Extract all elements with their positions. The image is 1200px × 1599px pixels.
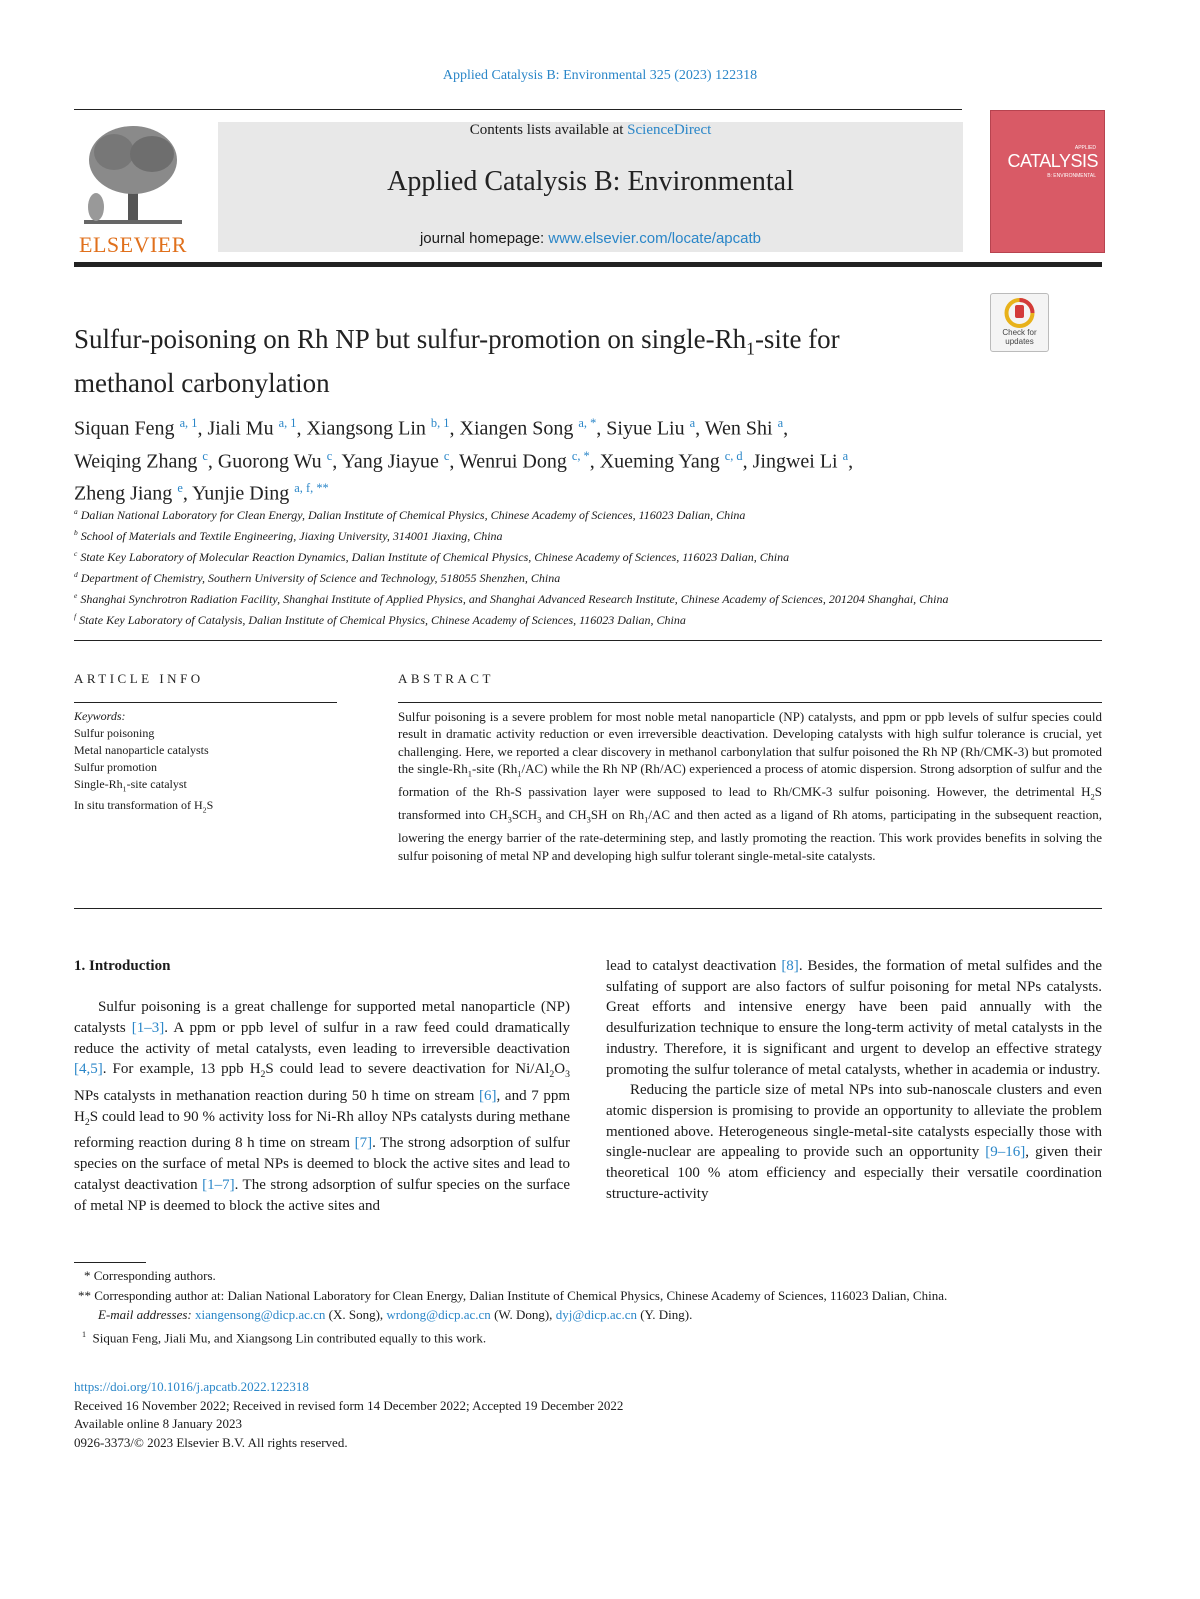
author-affiliation-mark[interactable]: e [177, 481, 183, 496]
author-affiliation-mark[interactable]: a, f, ** [294, 481, 329, 496]
journal-header-box [218, 122, 963, 252]
author-name: Yang Jiayue [341, 450, 439, 473]
author-affiliation-mark[interactable]: a [777, 416, 784, 430]
affiliation-list [74, 503, 1104, 629]
author-name: Guorong Wu [217, 450, 322, 473]
footnotes [74, 1266, 1102, 1347]
author-affiliation-mark[interactable]: a, * [578, 416, 597, 430]
header-thick-rule [74, 262, 1102, 267]
body-paragraph: Sulfur poisoning is a great challenge for supported metal nanoparticle (NP) catalysts [1–3]. A ppm or ppb level of sulfur in a raw feed could dramatically reduce the activity of metal catalysts, even leading to irreversible deactivation [4,5]. For example, 13 ppb $H_2S$ could lead to severe deactivation for $Ni/Al_2O_3$ NPs catalysts in methanation reaction during 50 h time on stream [6], and 7 ppm $H_2S$ could lead to 90 % activity loss for Ni-Rh alloy NPs catalysts during methane reforming reaction during 8 h time on stream [7]. The strong adsorption of sulfur species on the surface of metal NPs is deemed to block the active sites and lead to catalyst deactivation [1–7]. The strong adsorption of sulfur species on the surface of metal NP is deemed to block the active sites and [74, 999, 571, 1214]
journal-name: Applied Catalysis B: Environmental [387, 166, 794, 197]
journal-citation-link[interactable]: Applied Catalysis B: Environmental 325 (2023) 122318 [442, 68, 758, 83]
cover-small-label: APPLIED [1074, 145, 1096, 151]
author-name: Xueming Yang [599, 450, 720, 473]
body-right-column [606, 956, 1102, 1204]
author-affiliation-mark[interactable]: c [202, 448, 208, 463]
article-info-rule [74, 702, 337, 703]
email-link[interactable]: xiangensong@dicp.ac.cn [195, 1307, 326, 1322]
sciencedirect-link[interactable]: ScienceDirect [627, 122, 712, 138]
author-affiliation-mark[interactable]: c [326, 448, 333, 463]
author-list: Siquan Feng $^{a, 1}$, Jiali Mu $^{a, 1}$, Xiangsong Lin $^{b, 1}$, Xiangen Song $^{a, *}$, Siyue Liu $^a$, Wen Shi $^a$, Weiqing Zhang $^c$, Guorong Wu $^c$, Yang Jiayue $^c$, Wenrui Dong $^{c, *}$, Xueming Yang $^{c, d}$, Jingwei Li $^a$, Zheng Jiang $^e$, Yunjie Ding $^{a, f, **}$ [74, 416, 854, 505]
footnote-rule [74, 1262, 146, 1263]
journal-cover-thumbnail[interactable] [990, 110, 1105, 253]
body-paragraph: Reducing the particle size of metal NPs into sub-nanoscale clusters and even atomic dispersion is promising to provide an opportunity to alleviate the problem mentioned above. Heterogeneous single-metal-site catalysts especially those with single-nuclear are appealing to provide such an opportunity [9–16], given their theoretical 100 % atom efficiency and especially their versatile coordination structure-activity [606, 1082, 1102, 1202]
elsevier-wordmark: ELSEVIER [79, 232, 187, 257]
contents-prefix: Contents lists available at [469, 122, 628, 138]
keyword-item: Metal nanoparticle catalysts [74, 743, 209, 757]
author-affiliation-mark[interactable]: c [443, 448, 450, 463]
keyword-item: In situ transformation of $H_2S$ [74, 798, 214, 815]
footnote-corresponding: * Corresponding authors. [84, 1268, 216, 1283]
affiliation-bottom-rule [74, 640, 1102, 641]
affiliation-item: $^a$ Dalian National Laboratory for Clean Energy, Dalian Institute of Chemical Physics, Chinese Academy of Sciences, 116023 Dalian, China [74, 507, 746, 522]
author-affiliation-mark[interactable]: a, 1 [278, 416, 297, 430]
author-name: Weiqing Zhang [74, 450, 198, 473]
author-affiliation-mark[interactable]: c, * [571, 448, 590, 463]
author-affiliation-mark[interactable]: a [689, 416, 696, 430]
author-name: Wenrui Dong [459, 450, 567, 473]
keywords-label: Keywords: [74, 709, 126, 723]
author-name: Siquan Feng [74, 417, 175, 440]
copyright: 0926-3373/© 2023 Elsevier B.V. All rights reserved. [74, 1434, 348, 1450]
cover-subtitle: B: ENVIRONMENTAL [1047, 173, 1096, 179]
affiliation-item: $^b$ School of Materials and Textile Engineering, Jiaxing University, 314001 Jiaxing, China [74, 528, 503, 543]
abstract-bottom-rule [74, 908, 1102, 909]
affiliation-item: $^e$ Shanghai Synchrotron Radiation Facility, Shanghai Institute of Applied Physics, and Shanghai Advanced Research Institute, Chinese Academy of Sciences, 201204 Shanghai, China [74, 591, 949, 606]
affiliation-item: $^f$ State Key Laboratory of Catalysis, Dalian Institute of Chemical Physics, Chinese Academy of Sciences, 116023 Dalian, China [74, 612, 686, 627]
author-name: Jiali Mu [207, 417, 274, 440]
affiliation-item: $^c$ State Key Laboratory of Molecular Reaction Dynamics, Dalian Institute of Chemical Physics, Chinese Academy of Sciences, 116023 Dalian, China [74, 549, 790, 564]
available-online: Available online 8 January 2023 [74, 1416, 242, 1431]
homepage-prefix: journal homepage: [419, 230, 549, 247]
publication-info [74, 1378, 974, 1452]
footnote-corresponding-2: ** Corresponding author at: Dalian National Laboratory for Clean Energy, Dalian Institute of Chemical Physics, Chinese Academy of Sciences, 116023 Dalian, China. [78, 1287, 948, 1303]
body-paragraph: lead to catalyst deactivation [8]. Besides, the formation of metal sulfides and the sulfating of support are also factors of sulfur poisoning for metal NPs catalysts. Great efforts and intensive energy have been paid annually with the desulfurization technique to ensure the long-term activity of metal catalysts in the industry. Therefore, it is significant and urgent to develop an effective strategy promoting the sulfur tolerance of metal catalysts, whether in academia or industry. [606, 958, 1102, 1078]
author-name: Wen Shi [704, 417, 773, 440]
author-affiliation-mark[interactable]: b, 1 [430, 416, 450, 430]
email-link[interactable]: dyj@dicp.ac.cn [555, 1307, 637, 1322]
author-affiliation-mark[interactable]: a, 1 [179, 416, 198, 430]
article-info-heading: ARTICLE INFO [74, 671, 204, 686]
footnote-equal-contribution: $^1$ Siquan Feng, Jiali Mu, and Xiangsong Lin contributed equally to this work. [82, 1329, 487, 1345]
footnote-emails: E-mail addresses: xiangensong@dicp.ac.cn (X. Song), wrdong@dicp.ac.cn (W. Dong), dyj@dicp.ac.cn (Y. Ding). [98, 1307, 693, 1322]
abstract-heading: ABSTRACT [398, 671, 494, 686]
affiliation-item: $^d$ Department of Chemistry, Southern University of Science and Technology, 518055 Shenzhen, China [74, 570, 561, 585]
email-link[interactable]: wrdong@dicp.ac.cn [386, 1307, 491, 1322]
section-heading: 1. Introduction [74, 958, 171, 974]
check-updates-icon [991, 296, 1048, 330]
keyword-item: Sulfur poisoning [74, 726, 155, 740]
author-name: Xiangen Song [459, 417, 574, 440]
author-name: Siyue Liu [606, 417, 685, 440]
abstract-rule [398, 702, 1102, 703]
keyword-item: Sulfur promotion [74, 760, 157, 774]
keywords-block [74, 708, 336, 819]
abstract-text: Sulfur poisoning is a severe problem for most noble metal nanoparticle (NP) catalysts, and ppm or ppb levels of sulfur species could result in dramatic activity reduction or even irreversible deactivation. Developing catalysts with high sulfur tolerance is crucial, yet challenging. Here, we reported a clear discovery in methanol carbonylation that sulfur poisoned the Rh NP (Rh/CMK-3) but promoted the single-$Rh_1$-site $(Rh_1/AC)$ while the Rh NP (Rh/AC) experienced a process of atomic dispersion. Strong adsorption of sulfur and the formation of the Rh-S passivation layer were supposed to lead to Rh/CMK-3 sulfur poisoning. However, the detrimental $H_2S$ transformed into $CH_3SCH_3$ and $CH_3SH$ on $Rh_1/AC$ and then acted as a ligand of Rh atoms, participating in the subsequent reaction, lowering the energy barrier of the rate-determining step, and lastly promoting the reaction. This work provides benefits in solving the sulfur poisoning of metal NP and developing high sulfur tolerant single-metal-site catalysts. [398, 709, 1103, 863]
contents-line [218, 122, 963, 139]
article-title: Sulfur-poisoning on Rh NP but sulfur-promotion on single-$Rh_1$-site for methanol carbonylation [74, 324, 840, 399]
author-name: Xiangsong Lin [306, 417, 426, 440]
author-affiliation-mark[interactable]: c, d [724, 448, 743, 463]
author-name: Zheng Jiang [74, 482, 173, 505]
author-affiliation-mark[interactable]: a [842, 448, 849, 463]
body-left-column [74, 956, 570, 1216]
keyword-item: Single-$Rh_1$-site catalyst [74, 777, 187, 794]
cover-title: CATALYSIS [1007, 151, 1098, 171]
check-for-updates-badge[interactable] [990, 293, 1049, 352]
homepage-link[interactable]: www.elsevier.com/locate/apcatb [548, 230, 762, 247]
doi-link[interactable]: https://doi.org/10.1016/j.apcatb.2022.122318 [74, 1379, 309, 1394]
journal-homepage-line [218, 230, 963, 247]
received-dates: Received 16 November 2022; Received in revised form 14 December 2022; Accepted 19 December 2022 [74, 1397, 624, 1413]
author-name: Jingwei Li [752, 450, 838, 473]
check-updates-label: Check for updates [1002, 328, 1037, 346]
header-top-rule [74, 109, 962, 110]
author-name: Yunjie Ding [192, 482, 290, 505]
